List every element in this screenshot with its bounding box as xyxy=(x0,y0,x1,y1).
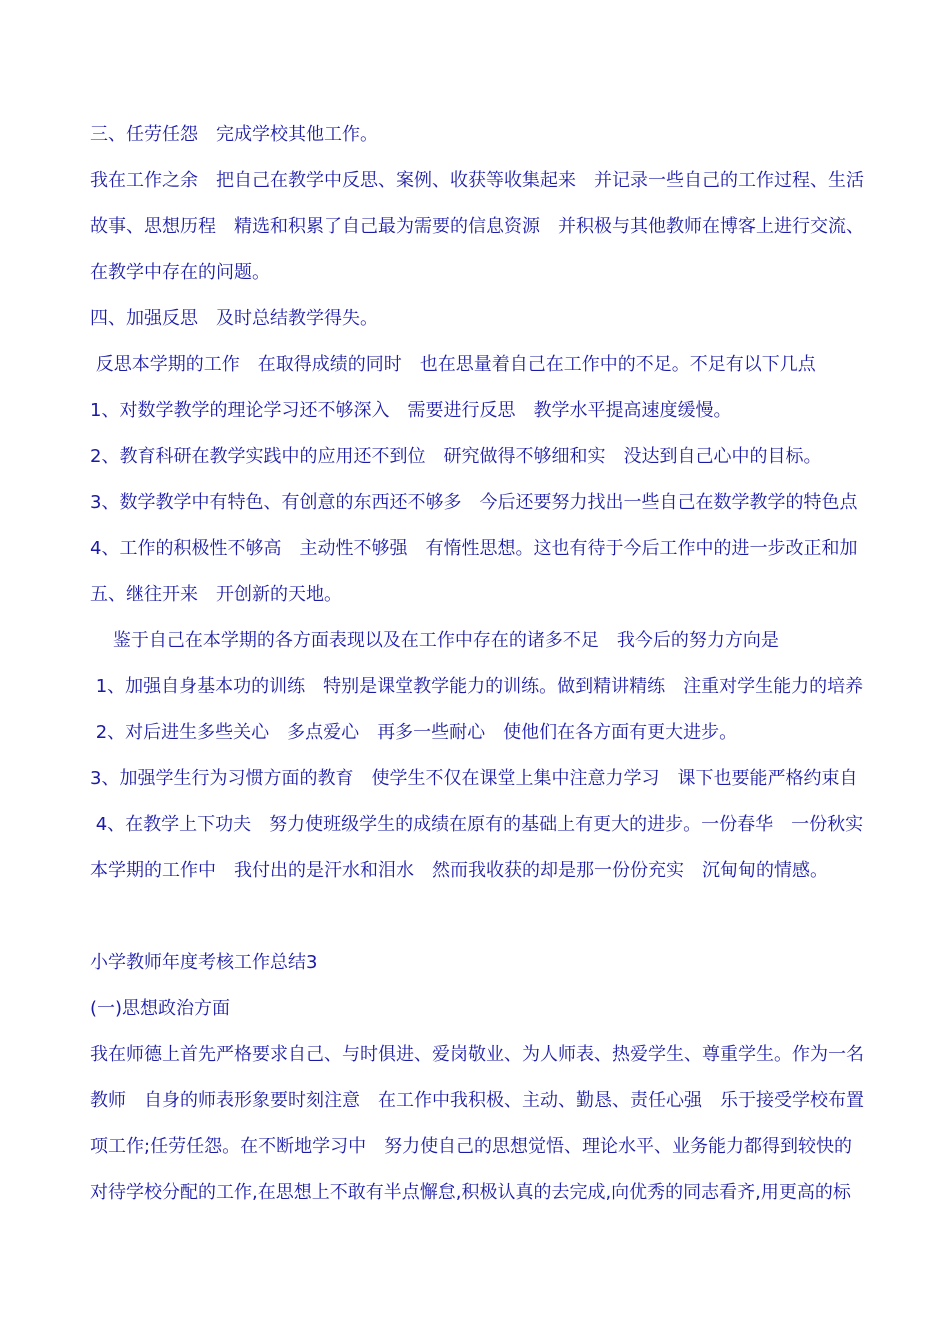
section-title: 小学教师年度考核工作总结3 xyxy=(90,952,318,973)
list-item: 2、教育科研在教学实践中的应用还不到位 研究做得不够细和实 没达到自己心中的目标。 xyxy=(90,446,822,467)
heading-three: 三、任劳任怨 完成学校其他工作。 xyxy=(90,124,378,145)
paragraph-line: 反思本学期的工作 在取得成绩的同时 也在思量着自己在工作中的不足。不足有以下几点 xyxy=(90,354,816,375)
list-item: 3、加强学生行为习惯方面的教育 使学生不仅在课堂上集中注意力学习 课下也要能严格约束自 xyxy=(90,768,858,789)
paragraph-line: 对待学校分配的工作,在思想上不敢有半点懈怠,积极认真的去完成,向优秀的同志看齐,用更高的标 xyxy=(90,1182,851,1203)
paragraph-line: 我在工作之余 把自己在教学中反思、案例、收获等收集起来 并记录一些自己的工作过程、生活 xyxy=(90,170,864,191)
list-item: 1、对数学教学的理论学习还不够深入 需要进行反思 教学水平提高速度缓慢。 xyxy=(90,400,732,421)
paragraph-line: 我在师德上首先严格要求自己、与时俱进、爱岗敬业、为人师表、热爱学生、尊重学生。作为一名 xyxy=(90,1044,864,1065)
list-item: 1、加强自身基本功的训练 特别是课堂教学能力的训练。做到精讲精练 注重对学生能力的培养 xyxy=(90,676,864,697)
paragraph-line: 本学期的工作中 我付出的是汗水和泪水 然而我收获的却是那一份份充实 沉甸甸的情感。 xyxy=(90,860,828,881)
paragraph-line: 故事、思想历程 精选和积累了自己最为需要的信息资源 并积极与其他教师在博客上进行交流、 xyxy=(90,216,864,237)
heading-four: 四、加强反思 及时总结教学得失。 xyxy=(90,308,378,329)
document-body xyxy=(90,112,900,1216)
section-spacer xyxy=(90,894,900,940)
list-item: 2、对后进生多些关心 多点爱心 再多一些耐心 使他们在各方面有更大进步。 xyxy=(90,722,738,743)
paragraph-line: 教师 自身的师表形象要时刻注意 在工作中我积极、主动、勤恳、责任心强 乐于接受学校布置 xyxy=(90,1090,864,1111)
subsection-heading: (一)思想政治方面 xyxy=(90,998,231,1019)
paragraph-line: 鉴于自己在本学期的各方面表现以及在工作中存在的诸多不足 我今后的努力方向是 xyxy=(90,630,779,651)
heading-five: 五、继往开来 开创新的天地。 xyxy=(90,584,342,605)
paragraph-line: 在教学中存在的问题。 xyxy=(90,262,270,283)
paragraph-line: 项工作;任劳任怨。在不断地学习中 努力使自己的思想觉悟、理论水平、业务能力都得到较快的 xyxy=(90,1136,853,1157)
list-item: 4、工作的积极性不够高 主动性不够强 有惰性思想。这也有待于今后工作中的进一步改正和加 xyxy=(90,538,858,559)
list-item: 3、数学教学中有特色、有创意的东西还不够多 今后还要努力找出一些自己在数学教学的特色点 xyxy=(90,492,858,513)
list-item: 4、在教学上下功夫 努力使班级学生的成绩在原有的基础上有更大的进步。一份春华 一份秋实 xyxy=(90,814,864,835)
